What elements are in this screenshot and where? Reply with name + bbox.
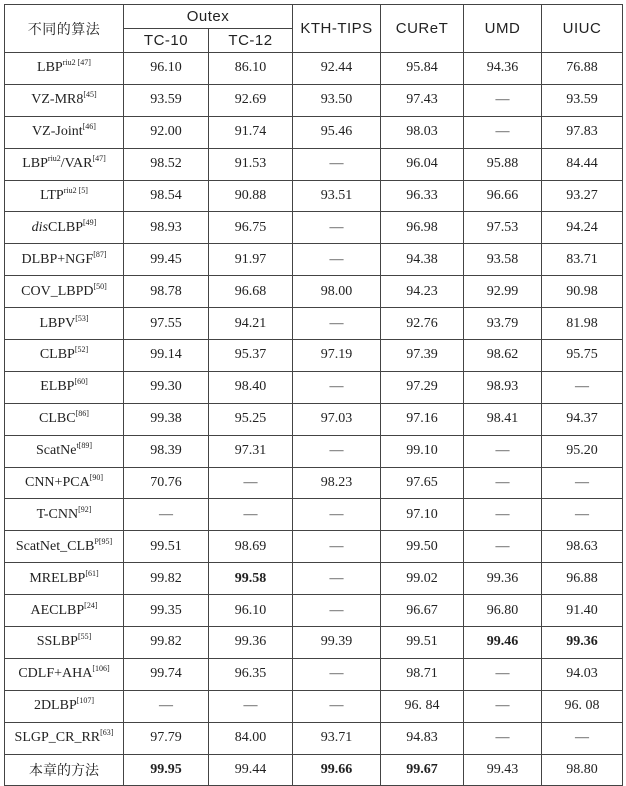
accuracy-cell-tc10: 93.59 <box>124 84 209 116</box>
method-name-cell <box>5 531 124 563</box>
accuracy-cell-uiuc: — <box>542 371 623 403</box>
method-name-cell <box>5 435 124 467</box>
accuracy-cell-curet: 96. 84 <box>381 690 464 722</box>
method-name-cell <box>5 627 124 659</box>
accuracy-cell-uiuc: 96. 08 <box>542 690 623 722</box>
accuracy-cell-tc12: 90.88 <box>209 180 293 212</box>
method-reference-superscript: [60] <box>74 377 88 387</box>
method-name: VZ-Joint <box>32 124 83 140</box>
accuracy-cell-tc12: 86.10 <box>209 53 293 85</box>
accuracy-cell-uiuc: 91.40 <box>542 595 623 627</box>
accuracy-cell-umd: 98.41 <box>464 403 542 435</box>
accuracy-cell-tc10: 99.45 <box>124 244 209 276</box>
accuracy-cell-kth-tips: 93.71 <box>293 722 381 754</box>
accuracy-cell-tc12: 95.37 <box>209 340 293 372</box>
accuracy-cell-umd: — <box>464 531 542 563</box>
accuracy-cell-tc10: 70.76 <box>124 467 209 499</box>
accuracy-cell-uiuc: — <box>542 722 623 754</box>
accuracy-cell-curet: 94.23 <box>381 276 464 308</box>
accuracy-cell-tc12: 98.40 <box>209 371 293 403</box>
accuracy-cell-uiuc: 81.98 <box>542 308 623 340</box>
accuracy-cell-umd: — <box>464 116 542 148</box>
accuracy-cell-tc12: — <box>209 499 293 531</box>
method-reference-superscript: riu2 [5] <box>63 186 88 195</box>
accuracy-cell-umd: — <box>464 658 542 690</box>
method-name-cell <box>5 148 124 180</box>
method-name-suffix: /VAR <box>60 156 93 172</box>
accuracy-cell-tc10: 97.55 <box>124 308 209 340</box>
accuracy-cell-kth-tips: — <box>293 690 381 722</box>
accuracy-cell-tc12: 91.74 <box>209 116 293 148</box>
accuracy-cell-tc12: — <box>209 467 293 499</box>
method-name-cell <box>5 212 124 244</box>
tc10-column-header: TC-10 <box>124 29 209 53</box>
method-reference-superscript: [92] <box>78 504 92 514</box>
method-reference-superscript: riu2 [47] <box>62 58 91 68</box>
uiuc-column-header: UIUC <box>542 5 623 53</box>
method-name-cell <box>5 53 124 85</box>
table-row <box>5 499 623 531</box>
method-reference-superscript: [53] <box>75 313 89 323</box>
table-row <box>5 435 623 467</box>
method-reference-superscript: [63] <box>100 728 114 738</box>
accuracy-cell-tc10: 99.74 <box>124 658 209 690</box>
accuracy-cell-umd: 99.43 <box>464 754 542 786</box>
accuracy-cell-umd: — <box>464 690 542 722</box>
accuracy-cell-umd: — <box>464 435 542 467</box>
accuracy-cell-tc12: 99.36 <box>209 627 293 659</box>
accuracy-cell-tc12: — <box>209 690 293 722</box>
accuracy-cell-kth-tips: 98.23 <box>293 467 381 499</box>
accuracy-cell-uiuc: 95.75 <box>542 340 623 372</box>
table-row <box>5 371 623 403</box>
accuracy-cell-kth-tips: — <box>293 308 381 340</box>
accuracy-cell-tc10: — <box>124 499 209 531</box>
method-name: LBP <box>22 156 48 172</box>
accuracy-cell-umd: 94.36 <box>464 53 542 85</box>
method-name: ScatNet_CLB <box>15 538 95 554</box>
accuracy-cell-umd: — <box>464 84 542 116</box>
method-name: ScatNe <box>36 443 77 459</box>
accuracy-cell-curet: 98.03 <box>381 116 464 148</box>
method-name-cell <box>5 467 124 499</box>
table-row <box>5 148 623 180</box>
accuracy-cell-umd: 98.62 <box>464 340 542 372</box>
method-name: AECLBP <box>30 602 85 618</box>
tc12-column-header: TC-12 <box>209 29 293 53</box>
method-name: LBP <box>37 60 63 76</box>
accuracy-cell-kth-tips: 99.66 <box>293 754 381 786</box>
accuracy-cell-uiuc: 94.24 <box>542 212 623 244</box>
method-name-cell <box>5 563 124 595</box>
accuracy-cell-kth-tips: 98.00 <box>293 276 381 308</box>
method-name: ELBP <box>40 379 75 395</box>
accuracy-cell-umd: 96.66 <box>464 180 542 212</box>
accuracy-cell-uiuc: 94.03 <box>542 658 623 690</box>
method-reference-superscript: [45] <box>83 90 97 100</box>
accuracy-cell-kth-tips: — <box>293 531 381 563</box>
table-row <box>5 627 623 659</box>
method-name: CNN+PCA <box>24 475 90 491</box>
method-reference-superscript: [52] <box>74 345 89 355</box>
kth-tips-column-header: KTH-TIPS <box>293 5 381 53</box>
method-name: LTP <box>40 188 64 203</box>
method-name-cell <box>5 371 124 403</box>
accuracy-cell-tc12: 96.68 <box>209 276 293 308</box>
accuracy-cell-curet: 95.84 <box>381 53 464 85</box>
method-reference-superscript: [50] <box>93 281 107 291</box>
accuracy-cell-tc12: 91.53 <box>209 148 293 180</box>
accuracy-cell-umd: 93.79 <box>464 308 542 340</box>
method-name-cell <box>5 276 124 308</box>
table-row <box>5 340 623 372</box>
accuracy-cell-tc10: 98.52 <box>124 148 209 180</box>
accuracy-cell-tc10: 99.35 <box>124 595 209 627</box>
method-name-cell <box>5 180 124 212</box>
method-name-cell <box>5 244 124 276</box>
accuracy-cell-curet: 98.71 <box>381 658 464 690</box>
method-name: VZ-MR8 <box>31 92 84 108</box>
table-row <box>5 563 623 595</box>
accuracy-cell-kth-tips: 97.03 <box>293 403 381 435</box>
accuracy-cell-curet: 96.04 <box>381 148 464 180</box>
accuracy-cell-umd: 95.88 <box>464 148 542 180</box>
accuracy-cell-tc12: 94.21 <box>209 308 293 340</box>
accuracy-cell-curet: 94.38 <box>381 244 464 276</box>
method-reference-superscript: P[95] <box>94 536 113 546</box>
method-name-cell <box>5 754 124 786</box>
accuracy-cell-tc12: 92.69 <box>209 84 293 116</box>
method-reference-superscript: [107] <box>76 696 95 706</box>
accuracy-cell-curet: 96.98 <box>381 212 464 244</box>
accuracy-cell-kth-tips: — <box>293 499 381 531</box>
accuracy-cell-uiuc: 99.36 <box>542 627 623 659</box>
accuracy-cell-tc12: 91.97 <box>209 244 293 276</box>
accuracy-cell-tc10: 99.82 <box>124 563 209 595</box>
accuracy-cell-tc10: 99.38 <box>124 403 209 435</box>
accuracy-cell-tc10: 99.30 <box>124 371 209 403</box>
method-name: CDLF+AHA <box>18 666 93 682</box>
accuracy-cell-tc10: 92.00 <box>124 116 209 148</box>
accuracy-cell-curet: 97.43 <box>381 84 464 116</box>
accuracy-cell-kth-tips: — <box>293 148 381 180</box>
accuracy-cell-kth-tips: — <box>293 435 381 467</box>
table-row <box>5 690 623 722</box>
method-name: 本章的方法 <box>29 763 99 780</box>
method-name: 2DLBP <box>33 698 77 714</box>
table-row <box>5 116 623 148</box>
method-name: CLBP <box>48 219 84 235</box>
accuracy-cell-kth-tips: — <box>293 244 381 276</box>
accuracy-cell-uiuc: 83.71 <box>542 244 623 276</box>
accuracy-cell-tc12: 96.10 <box>209 595 293 627</box>
accuracy-cell-curet: 99.10 <box>381 435 464 467</box>
accuracy-cell-tc12: 96.75 <box>209 212 293 244</box>
method-reference-superscript: riu2 <box>47 154 61 164</box>
method-name: SLGP_CR_RR <box>14 730 101 746</box>
accuracy-cell-curet: 96.67 <box>381 595 464 627</box>
method-reference-superscript: t[89] <box>76 441 92 451</box>
accuracy-cell-curet: 99.50 <box>381 531 464 563</box>
method-name: CLBP <box>39 347 75 363</box>
accuracy-cell-uiuc: 96.88 <box>542 563 623 595</box>
outex-group-header: Outex <box>124 5 293 29</box>
accuracy-cell-kth-tips: — <box>293 212 381 244</box>
accuracy-cell-umd: 92.99 <box>464 276 542 308</box>
accuracy-cell-kth-tips: 93.51 <box>293 180 381 212</box>
method-reference-superscript: [49] <box>83 217 97 227</box>
accuracy-cell-curet: 97.39 <box>381 340 464 372</box>
accuracy-cell-tc12: 96.35 <box>209 658 293 690</box>
method-name-cell <box>5 595 124 627</box>
accuracy-cell-kth-tips: 97.19 <box>293 340 381 372</box>
accuracy-cell-curet: 99.51 <box>381 627 464 659</box>
accuracy-cell-curet: 96.33 <box>381 180 464 212</box>
accuracy-cell-uiuc: — <box>542 467 623 499</box>
table-body <box>5 53 623 786</box>
table-row <box>5 722 623 754</box>
accuracy-cell-tc10: 98.54 <box>124 180 209 212</box>
method-reference-superscript: [55] <box>77 632 92 642</box>
accuracy-cell-uiuc: 94.37 <box>542 403 623 435</box>
accuracy-cell-curet: 99.02 <box>381 563 464 595</box>
accuracy-cell-tc10: 98.93 <box>124 212 209 244</box>
method-reference-superscript: [87] <box>93 249 107 259</box>
method-name: LBPV <box>39 315 76 331</box>
accuracy-cell-uiuc: 84.44 <box>542 148 623 180</box>
accuracy-cell-umd: 96.80 <box>464 595 542 627</box>
table-row <box>5 308 623 340</box>
accuracy-cell-umd: — <box>464 722 542 754</box>
accuracy-cell-tc10: 99.95 <box>124 754 209 786</box>
accuracy-cell-curet: 97.65 <box>381 467 464 499</box>
method-reference-superscript: [61] <box>85 568 99 578</box>
results-table <box>4 4 623 786</box>
accuracy-cell-tc12: 97.31 <box>209 435 293 467</box>
method-name-cell <box>5 499 124 531</box>
method-name: MRELBP <box>29 570 86 586</box>
accuracy-cell-kth-tips: — <box>293 595 381 627</box>
accuracy-cell-curet: 97.10 <box>381 499 464 531</box>
accuracy-cell-uiuc: 76.88 <box>542 53 623 85</box>
accuracy-cell-tc10: 98.78 <box>124 276 209 308</box>
accuracy-cell-umd: — <box>464 499 542 531</box>
accuracy-cell-tc10: — <box>124 690 209 722</box>
method-name-cell <box>5 722 124 754</box>
accuracy-cell-curet: 92.76 <box>381 308 464 340</box>
accuracy-cell-kth-tips: 92.44 <box>293 53 381 85</box>
accuracy-cell-uiuc: 98.80 <box>542 754 623 786</box>
accuracy-cell-tc10: 99.14 <box>124 340 209 372</box>
method-name-italic-prefix: dis <box>31 219 48 235</box>
method-reference-superscript: [90] <box>89 473 104 483</box>
table-row <box>5 212 623 244</box>
method-column-header: 不同的算法 <box>5 5 124 53</box>
accuracy-cell-umd: 97.53 <box>464 212 542 244</box>
method-name-cell <box>5 116 124 148</box>
accuracy-cell-kth-tips: — <box>293 371 381 403</box>
accuracy-cell-tc10: 96.10 <box>124 53 209 85</box>
table-row <box>5 53 623 85</box>
table-row <box>5 403 623 435</box>
table-row <box>5 467 623 499</box>
method-name-cell <box>5 658 124 690</box>
method-name: COV_LBPD <box>21 283 94 299</box>
accuracy-cell-uiuc: 95.20 <box>542 435 623 467</box>
accuracy-cell-tc10: 99.82 <box>124 627 209 659</box>
accuracy-cell-tc10: 98.39 <box>124 435 209 467</box>
table-row <box>5 180 623 212</box>
accuracy-cell-uiuc: 97.83 <box>542 116 623 148</box>
accuracy-cell-tc12: 84.00 <box>209 722 293 754</box>
method-name: SSLBP <box>36 634 78 650</box>
method-reference-superscript: [106] <box>92 664 110 674</box>
accuracy-cell-curet: 97.29 <box>381 371 464 403</box>
accuracy-cell-tc12: 95.25 <box>209 403 293 435</box>
method-name-cell <box>5 403 124 435</box>
table-row <box>5 244 623 276</box>
accuracy-cell-tc10: 99.51 <box>124 531 209 563</box>
accuracy-cell-kth-tips: 95.46 <box>293 116 381 148</box>
accuracy-cell-umd: 93.58 <box>464 244 542 276</box>
accuracy-cell-tc12: 98.69 <box>209 531 293 563</box>
accuracy-cell-kth-tips: 99.39 <box>293 627 381 659</box>
accuracy-cell-umd: — <box>464 467 542 499</box>
accuracy-cell-umd: 99.36 <box>464 563 542 595</box>
accuracy-cell-uiuc: 98.63 <box>542 531 623 563</box>
table-row <box>5 84 623 116</box>
table-row <box>5 276 623 308</box>
accuracy-cell-curet: 99.67 <box>381 754 464 786</box>
accuracy-cell-tc12: 99.58 <box>209 563 293 595</box>
method-name-cell <box>5 340 124 372</box>
accuracy-cell-kth-tips: 93.50 <box>293 84 381 116</box>
accuracy-cell-uiuc: 90.98 <box>542 276 623 308</box>
method-reference-superscript: [47] <box>92 154 106 164</box>
accuracy-cell-uiuc: 93.27 <box>542 180 623 212</box>
table-row <box>5 658 623 690</box>
accuracy-cell-umd: 99.46 <box>464 627 542 659</box>
accuracy-cell-curet: 97.16 <box>381 403 464 435</box>
table-row <box>5 754 623 786</box>
method-reference-superscript: [46] <box>82 122 96 132</box>
accuracy-cell-kth-tips: — <box>293 563 381 595</box>
table-row <box>5 595 623 627</box>
accuracy-cell-tc10: 97.79 <box>124 722 209 754</box>
accuracy-cell-kth-tips: — <box>293 658 381 690</box>
curet-column-header: CUReT <box>381 5 464 53</box>
method-name-cell <box>5 690 124 722</box>
accuracy-cell-tc12: 99.44 <box>209 754 293 786</box>
method-reference-superscript: [86] <box>75 409 89 419</box>
table-header <box>5 5 623 53</box>
table-row <box>5 531 623 563</box>
method-reference-superscript: [24] <box>84 600 98 610</box>
method-name-cell <box>5 308 124 340</box>
accuracy-cell-curet: 94.83 <box>381 722 464 754</box>
results-table-container <box>4 4 622 786</box>
method-name: CLBC <box>39 411 76 427</box>
accuracy-cell-uiuc: 93.59 <box>542 84 623 116</box>
accuracy-cell-uiuc: — <box>542 499 623 531</box>
method-name: T-CNN <box>36 506 79 522</box>
method-name-cell <box>5 84 124 116</box>
accuracy-cell-umd: 98.93 <box>464 371 542 403</box>
method-name: DLBP+NGF <box>21 251 94 267</box>
umd-column-header: UMD <box>464 5 542 53</box>
